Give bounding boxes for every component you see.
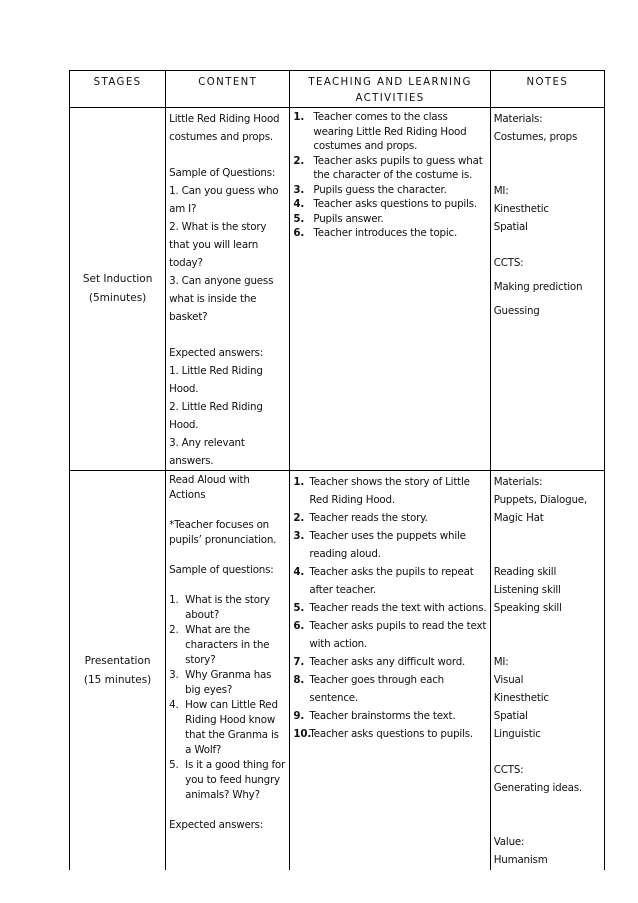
- materials-label: Materials:: [493, 113, 543, 125]
- list-item: 2. Teacher reads the story.: [293, 512, 428, 524]
- notes-cell: [490, 471, 604, 871]
- questions-label: Sample of Questions:: [169, 167, 276, 179]
- questions-list: [169, 593, 286, 803]
- notes-cell: [490, 108, 604, 471]
- value-label: Value:: [493, 836, 525, 848]
- ccts-item: Guessing: [493, 305, 540, 317]
- header-content: CONTENT: [166, 71, 290, 108]
- list-item: 2. Teacher asks pupils to guess what the character of the costume is.: [293, 154, 483, 181]
- list-item: 5. Is it a good thing for you to feed hungry animals? Why?: [169, 759, 286, 801]
- list-item: 10. Teacher asks questions to pupils.: [293, 728, 473, 740]
- stage-name: Presentation: [84, 654, 151, 667]
- content-focus: *Teacher focuses on pupils’ pronunciation.: [169, 519, 277, 546]
- value-item: Humanism: [493, 854, 548, 866]
- list-item: 6. Teacher introduces the topic.: [293, 227, 458, 239]
- activities-cell: [290, 108, 490, 471]
- list-item: 4. How can Little Red Riding Hood know that the Granma is a Wolf?: [169, 699, 279, 756]
- list-item: 2. What are the characters in the story?: [169, 624, 270, 666]
- answers-label: Expected answers:: [169, 819, 264, 831]
- mi-item: Kinesthetic: [493, 692, 549, 704]
- list-item: 3. Teacher uses the puppets while reading aloud.: [293, 530, 466, 560]
- mi-item: Linguistic: [493, 728, 541, 740]
- skill-item: Speaking skill: [493, 602, 562, 614]
- content-cell: [166, 108, 290, 471]
- materials-label: Materials:: [493, 476, 543, 488]
- header-stages: STAGES: [70, 71, 166, 108]
- list-item: 9. Teacher brainstorms the text.: [293, 710, 456, 722]
- list-item: 6. Teacher asks pupils to read the text with action.: [293, 620, 487, 650]
- header-activities: TEACHING AND LEARNING ACTIVITIES: [290, 71, 490, 108]
- answer-item: 3. Any relevant answers.: [169, 437, 245, 467]
- stage-duration: (5minutes): [88, 292, 147, 304]
- content-cell: [166, 471, 290, 871]
- list-item: 8. Teacher goes through each sentence.: [293, 674, 444, 704]
- mi-item: Spatial: [493, 710, 528, 722]
- ccts-label: CCTS:: [493, 257, 524, 269]
- list-item: 7. Teacher asks any difficult word.: [293, 656, 466, 668]
- mi-item: Kinesthetic: [493, 203, 549, 215]
- materials-value: Costumes, props: [493, 131, 578, 143]
- header-row: [70, 71, 605, 108]
- lesson-plan-table: [69, 70, 605, 870]
- activities-list: [293, 473, 486, 743]
- question-item: 2. What is the story that you will learn today?: [169, 221, 267, 269]
- list-item: 1. Teacher comes to the class wearing Little Red Riding Hood costumes and props.: [293, 111, 467, 152]
- answer-item: 2. Little Red Riding Hood.: [169, 401, 263, 431]
- activities-cell: [290, 471, 490, 871]
- answer-item: 1. Little Red Riding Hood.: [169, 365, 263, 395]
- question-item: 1. Can you guess who am I?: [169, 185, 279, 215]
- list-item: 1. Teacher shows the story of Little Red Riding Hood.: [293, 476, 470, 506]
- table-row: [70, 471, 605, 871]
- answers-label: Expected answers:: [169, 347, 264, 359]
- list-item: 4. Teacher asks questions to pupils.: [293, 198, 477, 210]
- list-item: 3. Why Granma has big eyes?: [169, 669, 272, 696]
- question-item: 3. Can anyone guess what is inside the basket?: [169, 275, 274, 323]
- mi-item: Visual: [493, 674, 524, 686]
- mi-label: MI:: [493, 656, 509, 668]
- ccts-label: CCTS:: [493, 764, 524, 776]
- table-row: [70, 108, 605, 471]
- list-item: 5. Pupils answer.: [293, 212, 384, 225]
- mi-item: Spatial: [493, 221, 528, 233]
- stage-name: Set Induction: [82, 273, 153, 285]
- mi-label: MI:: [493, 185, 509, 197]
- list-item: 4. Teacher asks the pupils to repeat after teacher.: [293, 566, 474, 596]
- questions-label: Sample of questions:: [169, 564, 274, 576]
- skill-item: Listening skill: [493, 584, 561, 596]
- stage-duration: (15 minutes): [83, 673, 152, 686]
- list-item: 5. Teacher reads the text with actions.: [293, 602, 487, 614]
- activities-list: [293, 110, 486, 241]
- header-notes: NOTES: [490, 71, 604, 108]
- ccts-item: Making prediction: [493, 281, 583, 293]
- stage-cell: [70, 471, 166, 871]
- ccts-item: Generating ideas.: [493, 782, 582, 794]
- list-item: 3. Pupils guess the character.: [293, 183, 447, 196]
- content-intro: Read Aloud with Actions: [169, 474, 250, 501]
- skill-item: Reading skill: [493, 566, 557, 578]
- list-item: 1. What is the story about?: [169, 594, 270, 621]
- stage-cell: [70, 108, 166, 471]
- materials-value: Puppets, Dialogue, Magic Hat: [493, 494, 587, 524]
- content-intro: Little Red Riding Hood costumes and props.: [169, 113, 280, 143]
